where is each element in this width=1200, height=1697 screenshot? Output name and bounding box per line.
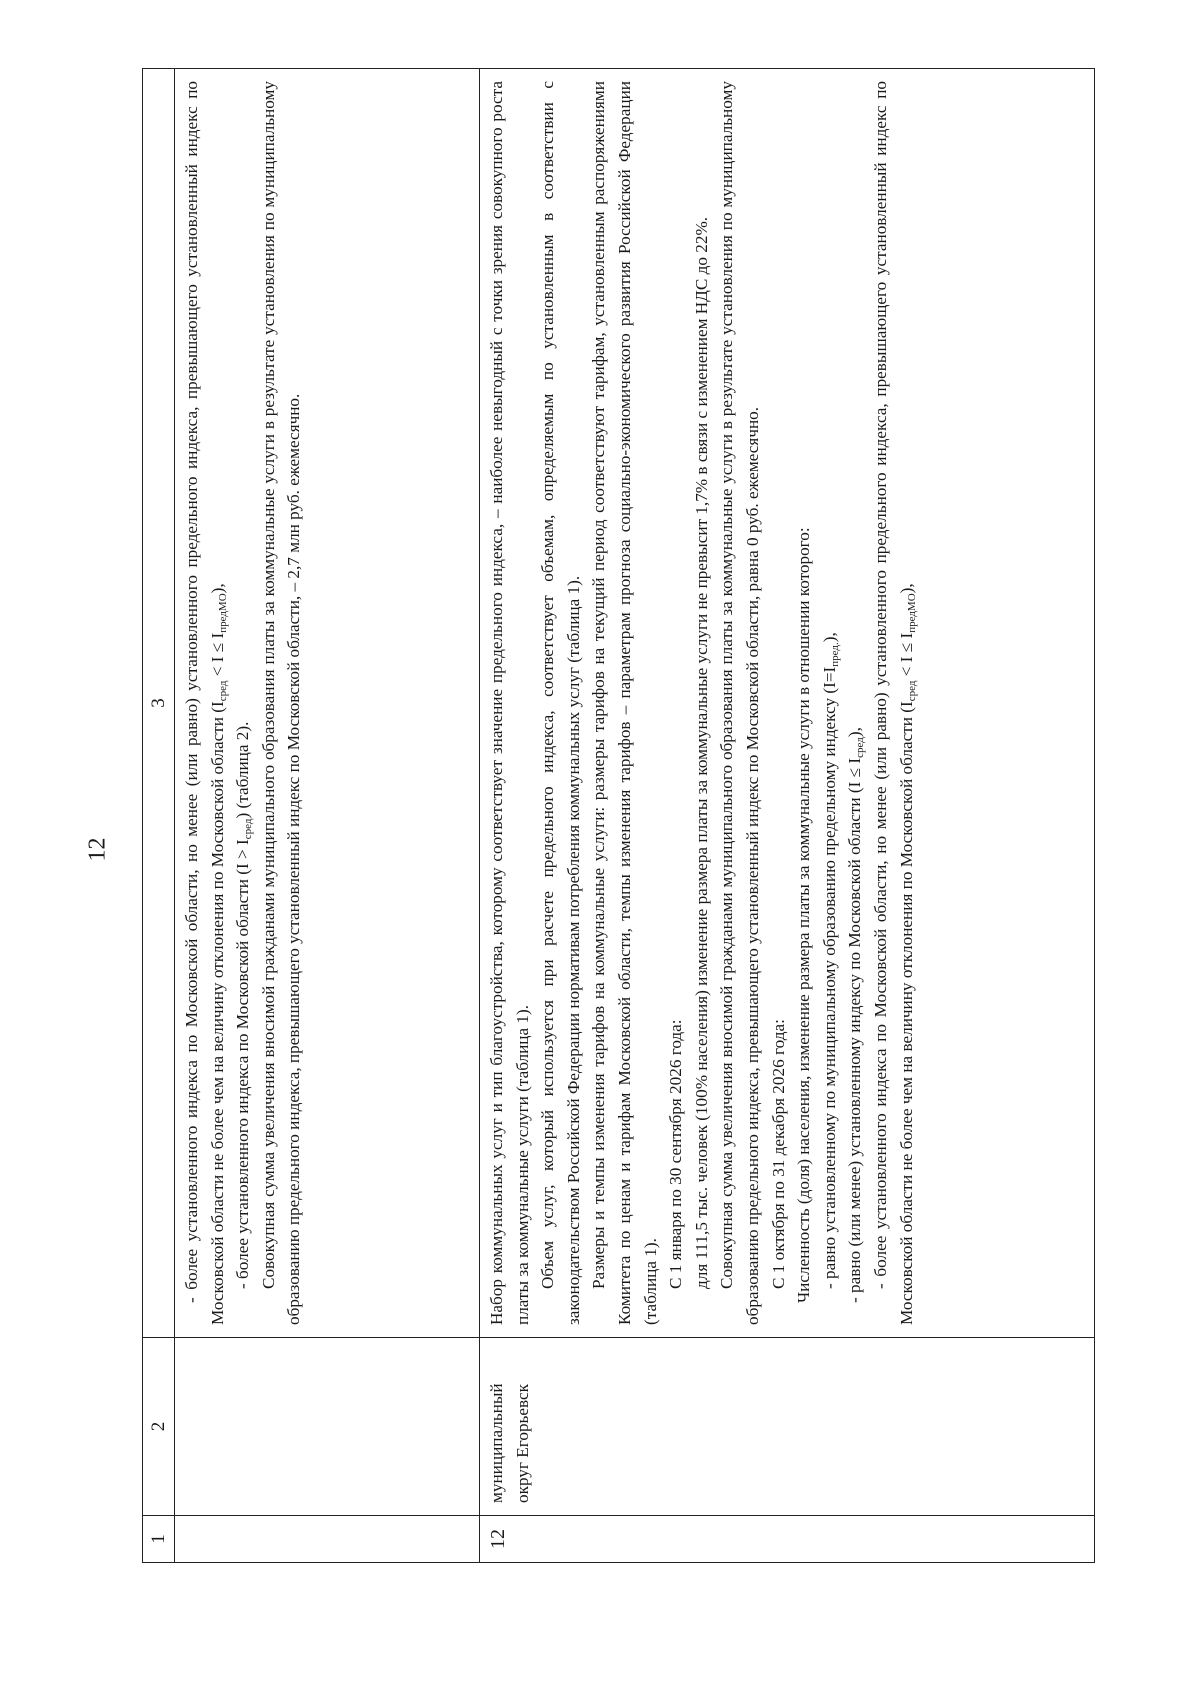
- cont-line-3: Совокупная сумма увеличения вносимой гражданами муниципального образования платы за коммунальные услуги в результате установления по муниципальному образованию предельного индекса, превышающего установленный индекс по Московской области, – 2,7 млн руб. ежемесячно.: [258, 81, 304, 1325]
- row-cont-text-cell: [175, 69, 480, 1338]
- cont-line-1: - более установленного индекса по Московской области, но менее (или равно) установленного предельного индекса, превышающего установленный индекс по Московской области не более чем на величину отклонения по Московской области $(I_{сред} < I \le I_{предМО})$,: [182, 81, 229, 1325]
- row-12-p6: Совокупная сумма увеличения вносимой гражданами муниципального образования платы за коммунальные услуги в результате установления по муниципальному образованию предельного индекса, превышающего установленный индекс по Московской области, равна 0 руб. ежемесячно.: [717, 81, 762, 1325]
- rotated-table-wrapper: [142, 69, 1095, 1563]
- data-table: [142, 68, 1095, 1563]
- row-12-name: муниципальный округ Егорьевск: [480, 1338, 1095, 1516]
- row-12-number: 12: [480, 1516, 1095, 1563]
- table-row-12: [480, 69, 1095, 1563]
- table-header-row: [143, 69, 175, 1563]
- row-cont-num-cell: [175, 1516, 480, 1563]
- row-cont-name-cell: [175, 1338, 480, 1516]
- row-12-text: [480, 69, 1095, 1338]
- table-row-continuation: [175, 69, 480, 1563]
- row-12-p1: Набор коммунальных услуг и тип благоустройства, которому соответствует значение предельного индекса, – наиболее невыгодный с точки зрения совокупного роста платы за коммунальные услуги (таблица 1).: [487, 81, 532, 1325]
- row-12-p11: - более установленного индекса по Московской области, но менее (или равно) установленного предельного индекса, превышающего установленный индекс по Московской области не более чем на величину отклонения по Московской области $(I_{сред} < I \le I_{предМО})$,: [870, 81, 918, 1325]
- page-number: 12: [84, 837, 111, 862]
- row-12-p9: - равно установленному по муниципальному образованию предельному индексу $(I=I_{пред.})$,: [819, 632, 841, 1289]
- cont-line-2: - более установленного индекса по Московской области $(I > I_{сред})$ (таблица 2).: [233, 721, 255, 1289]
- row-12-p2: Объем услуг, который используется при расчете предельного индекса, соответствует объемам, определяемым по установленным в соответствии с законодательством Российской Федерации нормативам потребления коммунальных услуг (таблица 1).: [538, 81, 583, 1325]
- header-col-1: 1: [143, 1516, 175, 1563]
- row-12-p7: С 1 октября по 31 декабря 2026 года:: [768, 1019, 788, 1289]
- header-col-2: 2: [143, 1338, 175, 1516]
- header-col-3: 3: [143, 69, 175, 1338]
- row-12-p3: Размеры и темпы изменения тарифов на коммунальные услуги: размеры тарифов на текущий период соответствуют тарифам, установленным распоряжениями Комитета по ценам и тарифам Московской области, темпы изменения тарифов – параметрам прогноза социально-экономического развития Российской Федерации (таблица 1).: [589, 81, 660, 1325]
- row-12-p10: - равно (или менее) установленному индексу по Московской области $(I \le I_{сред})$,: [845, 727, 867, 1303]
- row-12-p4: С 1 января по 30 сентября 2026 года:: [666, 1019, 686, 1289]
- row-12-p5: для 111,5 тыс. человек (100% населения) изменение размера платы за коммунальные услуги не превысит 1,7% в связи с изменением НДС до 22%.: [691, 216, 711, 1289]
- row-12-p8: Численность (доля) населения, изменение размера платы за коммунальные услуги в отношении которого:: [794, 527, 814, 1303]
